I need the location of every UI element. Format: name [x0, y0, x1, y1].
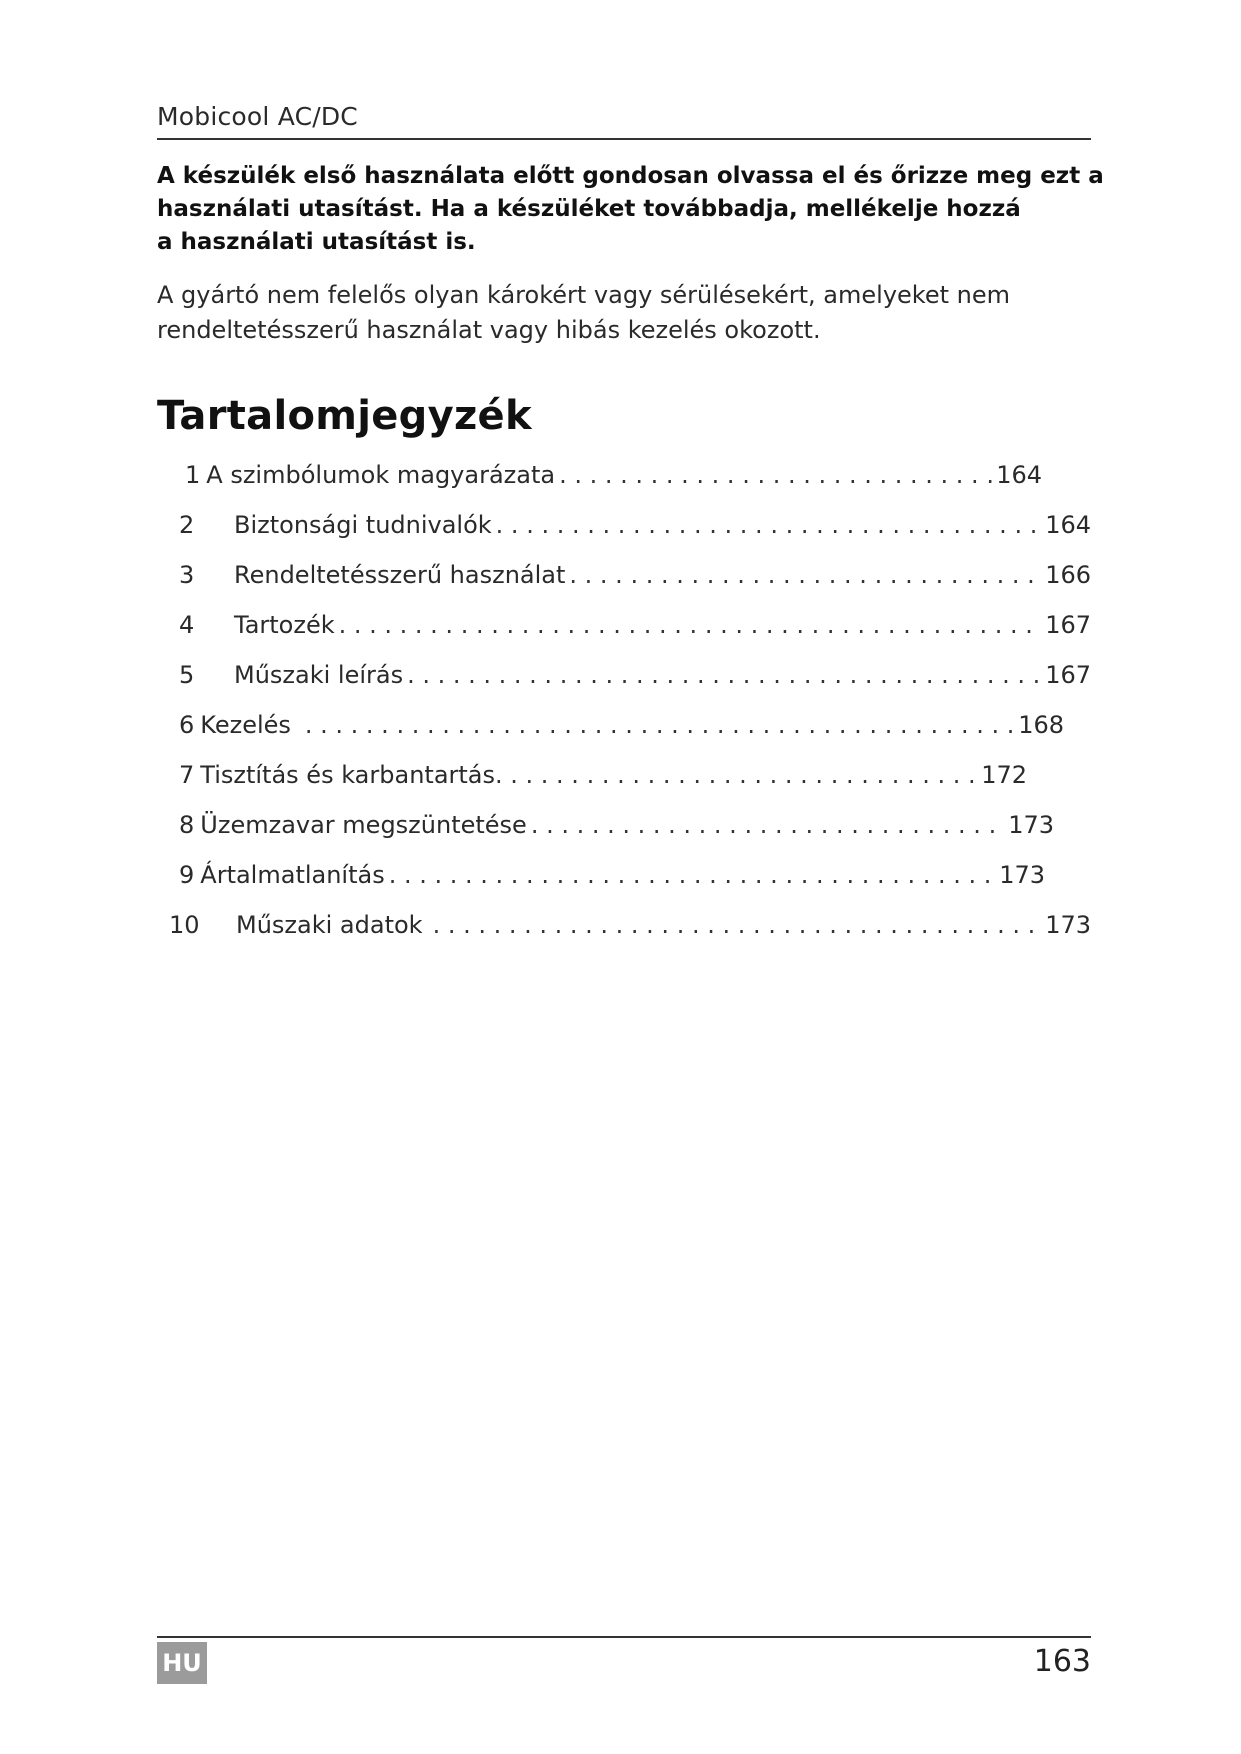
toc-entry-page: 164	[1045, 511, 1091, 539]
toc-leader-dots	[433, 911, 1042, 939]
toc-leader-dots	[496, 511, 1042, 539]
running-header: Mobicool AC/DC	[157, 102, 358, 131]
toc-leader-dots	[407, 661, 1041, 689]
toc-entry-page: 168	[1018, 711, 1064, 739]
toc-entry[interactable]	[169, 911, 1091, 947]
toc-entry-number: 10	[169, 911, 200, 939]
toc-entry[interactable]	[179, 561, 1091, 597]
toc-leader-dots	[569, 561, 1041, 589]
toc-entry-title: Műszaki leírás	[234, 661, 404, 689]
intro-disclaimer-line: rendeltetésszerű használat vagy hibás kezelés okozott.	[157, 316, 821, 344]
intro-warning-line: használati utasítást. Ha a készüléket továbbadja, mellékelje hozzá	[157, 196, 1021, 222]
toc-entry-title: Ártalmatlanítás	[200, 861, 385, 889]
toc-entry-page: 167	[1045, 661, 1091, 689]
toc-entry[interactable]	[179, 811, 1054, 847]
intro-disclaimer	[157, 278, 1091, 348]
toc-entry-title: Tartozék	[234, 611, 335, 639]
toc-entry-title: Rendeltetésszerű használat	[234, 561, 566, 589]
toc-entry-number: 6	[179, 711, 195, 739]
toc-leader-dots	[495, 761, 977, 789]
toc-entry-title: Kezelés	[200, 711, 291, 739]
page-number: 163	[1033, 1644, 1091, 1679]
toc-leader-dots	[339, 611, 1042, 639]
intro-warning-line: a használati utasítást is.	[157, 229, 476, 255]
toc-entry-page: 173	[1008, 811, 1054, 839]
toc-entry[interactable]	[179, 661, 1091, 697]
toc-entry-page: 173	[999, 861, 1045, 889]
intro-warning	[157, 160, 1104, 259]
toc-entry-page: 166	[1045, 561, 1091, 589]
document-page	[157, 0, 1104, 1754]
intro-warning-line: A készülék első használata előtt gondosan olvassa el és őrizze meg ezt a	[157, 163, 1104, 189]
toc-entry-number: 4	[179, 611, 195, 639]
toc-entry-number: 1	[185, 461, 201, 489]
toc-entry-number: 5	[179, 661, 195, 689]
toc-entry-page: 173	[1045, 911, 1091, 939]
toc-entry[interactable]	[179, 861, 1045, 897]
toc-entry[interactable]	[185, 461, 1042, 497]
toc-leader-dots	[531, 811, 1004, 839]
toc-leader-dots	[305, 711, 1014, 739]
toc-entry[interactable]	[179, 711, 1064, 747]
toc-entry[interactable]	[179, 611, 1091, 647]
language-badge: HU	[157, 1642, 207, 1684]
intro-disclaimer-line: A gyártó nem felelős olyan károkért vagy sérülésekért, amelyeket nem	[157, 281, 1010, 309]
toc-entry-title: Tisztítás és karbantartás	[200, 761, 496, 789]
toc-entry-title: Műszaki adatok	[236, 911, 423, 939]
footer-divider	[157, 1636, 1091, 1638]
toc-entry-page: 167	[1045, 611, 1091, 639]
toc-entry[interactable]	[179, 761, 1027, 797]
toc-entry-title: A szimbólumok magyarázata	[206, 461, 556, 489]
toc-heading: Tartalomjegyzék	[157, 393, 532, 439]
toc-entry-number: 9	[179, 861, 195, 889]
toc-entry-number: 8	[179, 811, 195, 839]
toc-entry[interactable]	[179, 511, 1091, 547]
toc-entry-page: 172	[981, 761, 1027, 789]
toc-entry-number: 3	[179, 561, 195, 589]
toc-leader-dots	[389, 861, 995, 889]
toc-entry-number: 7	[179, 761, 195, 789]
toc-entry-title: Biztonsági tudnivalók	[234, 511, 492, 539]
toc-entry-page: 164	[996, 461, 1042, 489]
header-divider	[157, 138, 1091, 140]
toc-entry-title: Üzemzavar megszüntetése	[200, 811, 527, 839]
toc-entry-number: 2	[179, 511, 195, 539]
toc-leader-dots	[559, 461, 992, 489]
